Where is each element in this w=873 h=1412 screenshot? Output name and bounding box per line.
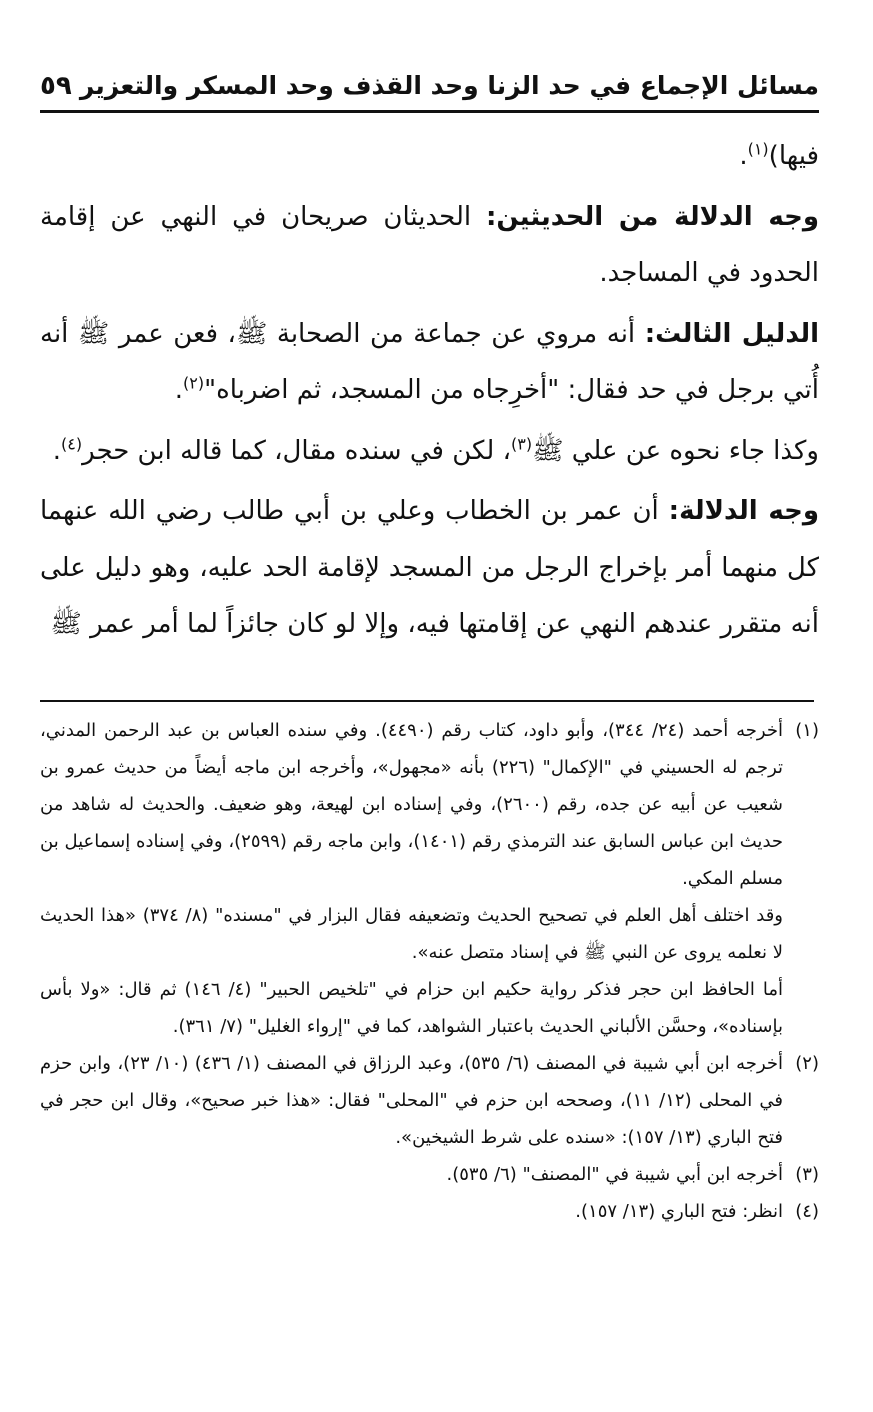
footnote-divider: [40, 700, 814, 702]
paragraph-2: [40, 189, 819, 302]
footnote-1: [40, 712, 819, 1045]
footnote-2: [40, 1045, 819, 1156]
paragraph-3: [40, 306, 819, 419]
footnote-ref: (١): [747, 139, 769, 159]
paragraph-text: فيها): [768, 141, 819, 171]
paragraph-text: وكذا جاء نحوه عن علي ﷺ: [532, 435, 819, 466]
paragraph-tail: .: [174, 375, 184, 405]
footnote-paragraph: انظر: فتح الباري (١٣/ ١٥٧).: [575, 1201, 783, 1222]
footnote-number: (٢): [795, 1053, 819, 1074]
footnote-paragraph: أخرجه أحمد (٢٤/ ٣٤٤)، وأبو داود، كتاب رقم (٤٤٩٠). وفي سنده العباس بن عبد الرحمن المدني، ترجم له الحسيني في "الإكمال" (٢٢٦) بأنه «مجهول»، وأخرجه ابن ماجه أيضاً من حديث عمرو بن شعيب عن أبيه عن جده، رقم (٢٦٠٠)، وفي إسناده ابن لهيعة، وهو ضعيف. والحديث له شاهد من حديث ابن عباس السابق عند الترمذي رقم (١٤٠١)، وابن ماجه رقم (٢٥٩٩)، وفي إسناده إسماعيل بن مسلم المكي.: [40, 720, 784, 889]
footnote-4: [40, 1193, 819, 1230]
paragraph-5: [40, 483, 819, 653]
paragraph-text: الحديثان صريحان في النهي عن إقامة الحدود في المساجد.: [40, 201, 819, 288]
footnote-body: [40, 712, 783, 1045]
footnote-body: [40, 1193, 783, 1230]
paragraph-4: [40, 423, 819, 480]
paragraph-label: وجه الدلالة من الحديثين:: [486, 201, 820, 232]
footnote-ref: (٤): [61, 433, 83, 453]
footnote-body: [40, 1045, 783, 1156]
paragraph-tail: .: [739, 141, 748, 171]
footnote-paragraph: أما الحافظ ابن حجر فذكر رواية حكيم ابن حزام في "تلخيص الحبير" (٤/ ١٤٦) ثم قال: «ولا بأس بإسناده»، وحسَّن الألباني الحديث باعتبار الشواهد، كما في "إرواء الغليل" (٧/ ٣٦١).: [40, 979, 783, 1037]
footnote-ref: (٣): [510, 433, 533, 453]
footnote-ref: (٢): [183, 373, 205, 393]
paragraph-text: أنه مروي عن جماعة من الصحابة ﷺ، فعن عمر ﷺ أنه أُتي برجل في حد فقال: "أخرِجاه من المسجد، ثم اضرباه": [40, 318, 819, 405]
page-number: ٥٩: [40, 71, 72, 101]
paragraph-label: وجه الدلالة:: [668, 496, 820, 526]
footnote-3: [40, 1156, 819, 1193]
footnote-paragraph: وقد اختلف أهل العلم في تصحيح الحديث وتضعيفه فقال البزار في "مسنده" (٨/ ٣٧٤) «هذا الحديث لا نعلمه يروى عن النبي ﷺ في إسناد متصل عنه».: [40, 905, 783, 963]
running-header: [40, 58, 819, 113]
footnotes: [40, 712, 819, 1230]
footnote-number: (١): [795, 720, 819, 741]
footnote-number: (٣): [795, 1164, 819, 1185]
paragraph-label: الدليل الثالث:: [644, 318, 820, 349]
footnote-paragraph: أخرجه ابن أبي شيبة في "المصنف" (٦/ ٥٣٥).: [446, 1164, 783, 1185]
header-title: مسائل الإجماع في حد الزنا وحد القذف وحد المسكر والتعزير: [79, 71, 819, 100]
footnote-paragraph: أخرجه ابن أبي شيبة في المصنف (٦/ ٥٣٥)، وعبد الرزاق في المصنف (١/ ٤٣٦) (١٠/ ٢٣)، وابن حزم في المحلى (١٢/ ١١)، وصححه ابن حزم في "المحلى" فقال: «هذا خبر صحيح»، وقال ابن حجر في فتح الباري (١٣/ ١٥٧): «سنده على شرط الشيخين».: [40, 1053, 783, 1148]
main-text: [40, 128, 819, 653]
paragraph-text: أن عمر بن الخطاب وعلي بن أبي طالب رضي الله عنهما كل منهما أمر بإخراج الرجل من المسجد لإقامة الحد عليه، وهو دليل على أنه متقرر عندهم النهي عن إقامتها فيه، وإلا لو كان جائزاً لما أمر عمر ﷺ: [40, 496, 819, 639]
paragraph-1: [40, 128, 819, 185]
paragraph-tail: .: [52, 435, 61, 466]
book-page: [40, 0, 819, 1412]
footnote-body: [40, 1156, 783, 1193]
footnote-number: (٤): [795, 1201, 819, 1222]
paragraph-text: ، لكن في سنده مقال، كما قاله ابن حجر: [82, 435, 511, 466]
